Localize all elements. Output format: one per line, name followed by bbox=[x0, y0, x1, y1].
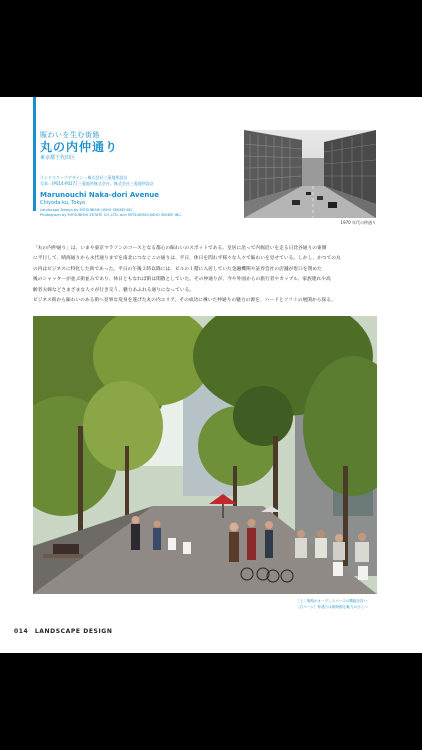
accent-bar bbox=[33, 97, 36, 211]
historic-street-photo bbox=[244, 130, 376, 218]
caption-line: ［右ページ］仲通りは街路樹も魅力のひとつ bbox=[296, 605, 368, 609]
article-title-en: Marunouchi Naka-dori Avenue bbox=[40, 191, 160, 199]
credit-ja-line: ランドスケープデザイン＝株式会社三菱地所設計 bbox=[40, 175, 128, 180]
page-footer bbox=[14, 628, 112, 635]
article-address-en: Chiyoda-ku, Tokyo bbox=[40, 200, 86, 206]
magazine-name: LANDSCAPE DESIGN bbox=[34, 628, 113, 635]
body-line: 「丸の内仲通り」は、いまや東京マラソンのコースとなる都心の賑わいのスポットである。皇居に沿って内堀沿いを走る日比谷通りの東側 bbox=[33, 246, 327, 251]
body-line: ビジネス街から賑わいのある街へ見事な変身を遂げた丸の内エリア。その成功に導いた仲通りの魅力の源を、ハードとソフトの展開から探る。 bbox=[33, 298, 336, 304]
article-address-ja: 東京都千代田区 bbox=[40, 155, 76, 161]
main-photo-caption bbox=[296, 598, 386, 610]
credit-ja-line: 写真＝[P014-P027] 三菱地所株式会社、株式会社三菱地所設計 bbox=[40, 181, 154, 186]
page-number: 014 bbox=[14, 628, 29, 635]
caption-line: ［上］街路がオープンスペースの機能を持つ bbox=[296, 599, 368, 603]
body-line: の内はビジネスに特化した街であった。平日の午後３時以降には、ビルの１階に入居していた金融機関や証券会社の店舗が窓口を閉めた bbox=[33, 266, 322, 272]
article-kicker: 賑わいを生む街路 bbox=[40, 131, 100, 139]
credit-en-line: Landscape Design by MITSUBISHI JISHO SEKKEI INC. bbox=[40, 208, 134, 212]
main-street-photo bbox=[33, 316, 377, 594]
body-line: 齢者夫婦などさまざまな人々が行き交う、魅力あふれる通りになっている。 bbox=[33, 287, 195, 293]
credit-en-line: Photograph by MITSUBISHI ESTATE CO.,LTD. and MITSUBISHI JISHO SEKKEI INC. bbox=[40, 213, 183, 217]
article-title-ja: 丸の内仲通り bbox=[40, 140, 119, 154]
body-line: に平行して、晴海通りから永代通りまでを南北につなぐこの通りは、平日、休日を問わず様々な人々で賑わいを見せている。しかし、かつての丸 bbox=[33, 256, 341, 262]
historic-photo-caption: 1970 年代の仲通り bbox=[340, 220, 376, 225]
article-body bbox=[33, 244, 377, 306]
magazine-page bbox=[0, 97, 422, 653]
body-line: 後のシャッターが並ぶ街並みであり、休日ともなれば街は閑散としていた。その仲通りが、今や外国からの旅行者やカップル、家族連れや高 bbox=[33, 277, 331, 283]
